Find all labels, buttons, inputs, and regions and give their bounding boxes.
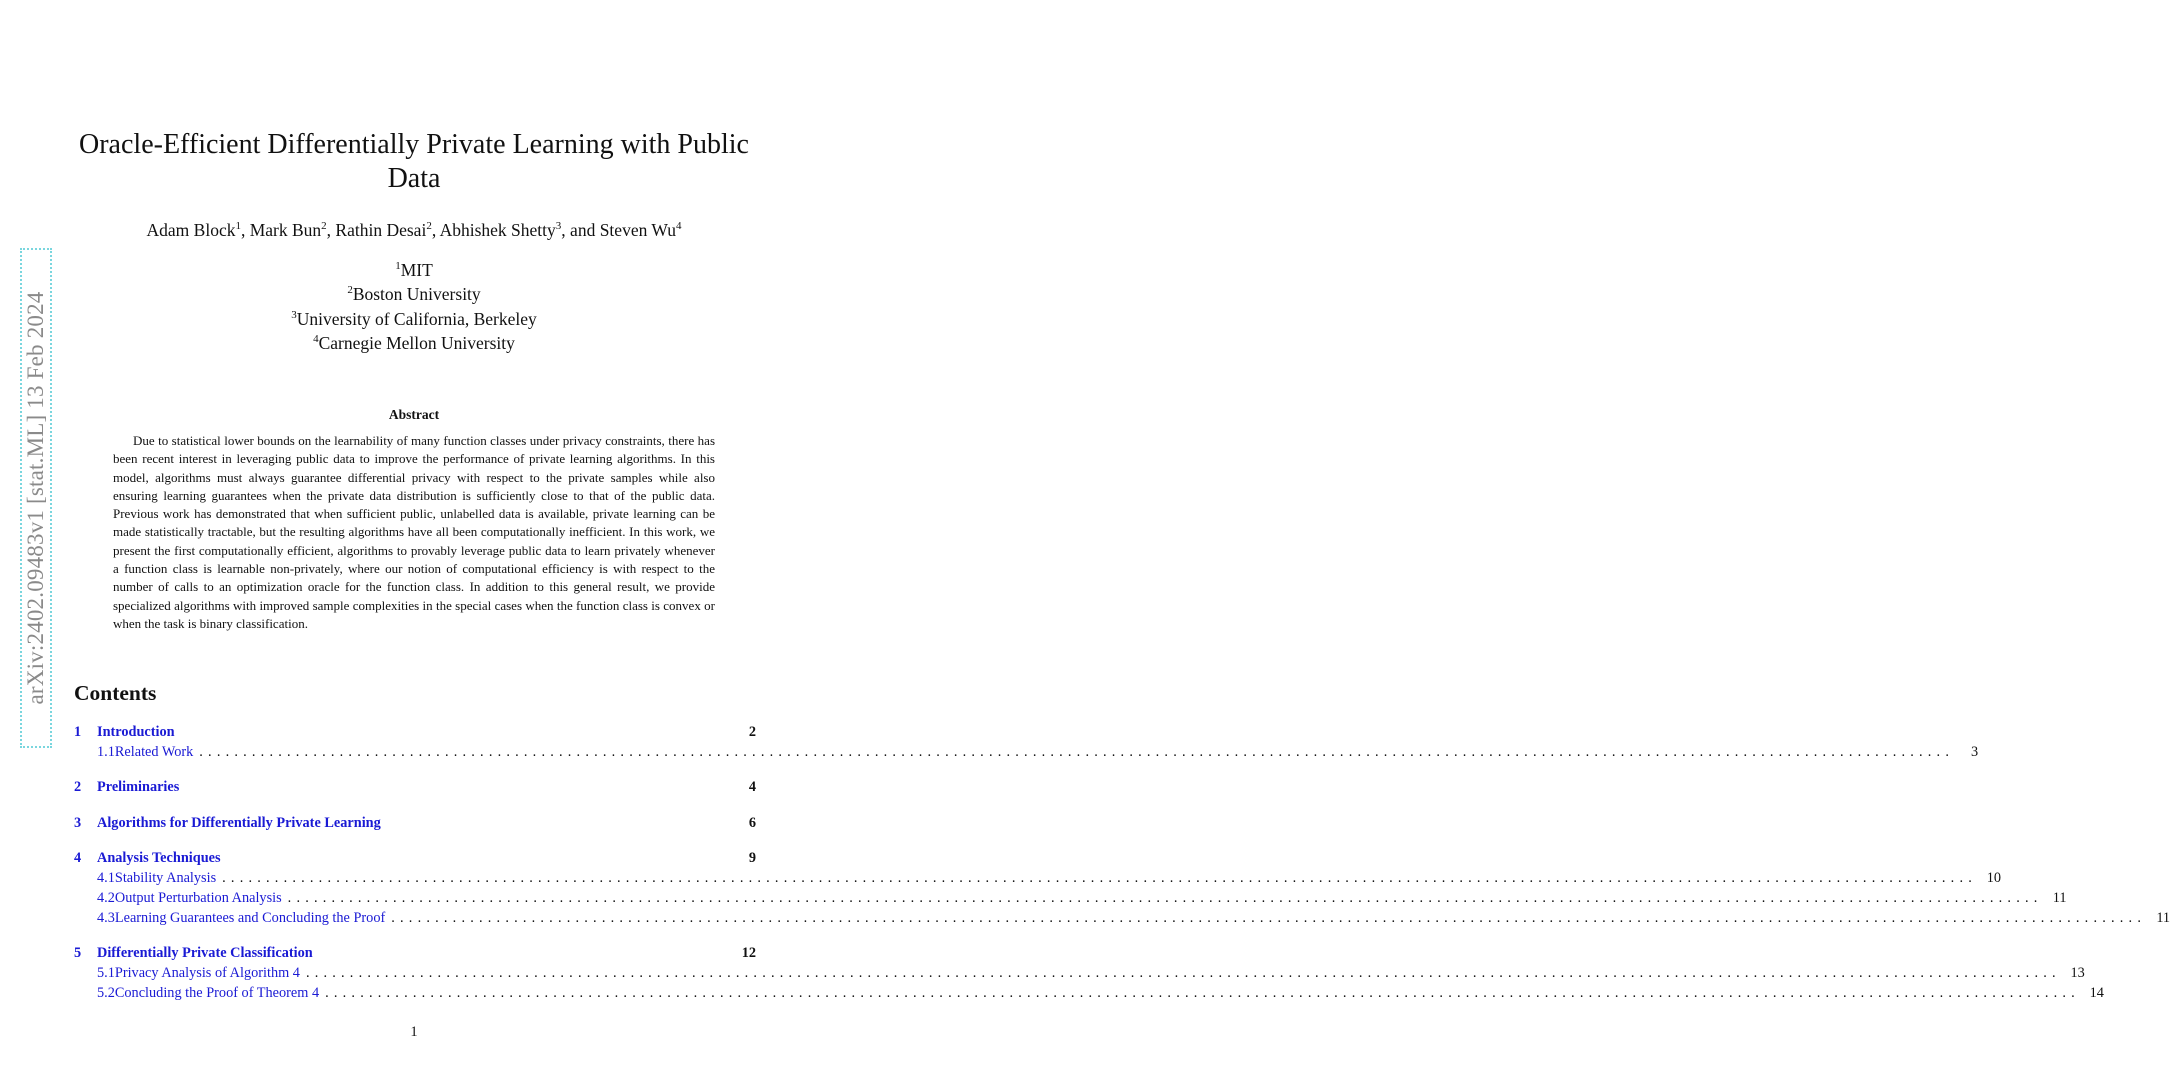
toc-entry-page: 11: [2156, 910, 2170, 926]
toc-leader-dots: ........................................................................................................................................................................................................: [287, 890, 2043, 906]
author-affiliation-mark: 4: [675, 220, 682, 233]
toc-section-entry[interactable]: [74, 815, 756, 835]
toc-entry-page: 12: [741, 945, 756, 961]
toc-leader-dots: ........................................................................................................................................................................................................: [222, 870, 1977, 886]
affiliation-list: [60, 258, 768, 355]
affiliation-line: [60, 307, 768, 331]
toc-subsection-entry[interactable]: [74, 985, 2104, 1005]
author-name: Abhishek Shetty: [439, 220, 556, 240]
toc-entry-page: 11: [2052, 890, 2067, 906]
toc-leader-dots: ........................................................................................................................................................................................................: [305, 965, 2061, 981]
toc-entry-page: 13: [2070, 965, 2085, 981]
affiliation-mark: 4: [313, 333, 319, 346]
toc-entry-number: 1.1: [97, 744, 115, 760]
toc-entry-page: 10: [1986, 870, 2001, 886]
toc-subsection-entry[interactable]: [74, 965, 2085, 985]
affiliation-mark: 1: [395, 260, 401, 273]
abstract-heading: Abstract: [388, 407, 440, 422]
affiliation-line: [60, 258, 768, 282]
toc-entry-number: 1: [74, 724, 82, 740]
toc-section-entry[interactable]: [74, 945, 756, 965]
affiliation-name: University of California, Berkeley: [296, 308, 537, 329]
author-separator: ,: [240, 220, 250, 240]
toc-entry-number: 3: [74, 815, 82, 831]
abstract-text: Due to statistical lower bounds on the learnability of many function classes under privacy constraints, there has been recent interest in leveraging public data to improve the performance of private learning algorithms. In this model, algorithms must always guarantee differential privacy with respect to the private samples while also ensuring learning guarantees when the private data distribution is sufficiently close to that of the public data. Previous work has demonstrated that when sufficient public, unlabelled data is available, private learning can be made statistically tractable, but the resulting algorithms have all been computationally inefficient. In this work, we present the first computationally efficient, algorithms to provably leverage public data to learn privately whenever a function class is learnable non-privately, where our notion of computational efficiency is with respect to the number of calls to an optimization oracle for the function class. In addition to this general result, we provide specialized algorithms with improved sample complexities in the special cases when the function class is convex or when the task is binary classification.: [113, 433, 715, 631]
toc-subsection-entry[interactable]: [74, 744, 1979, 764]
toc-section-entry[interactable]: [74, 779, 756, 799]
author-affiliation-mark: 2: [426, 220, 432, 233]
paper-title: Oracle-Efficient Differentially Private Learning with Public Data: [79, 129, 749, 194]
toc-leader-dots: ........................................................................................................................................................................................................: [199, 744, 1955, 760]
author-separator: , and: [561, 220, 600, 240]
toc-entry-link[interactable]: Learning Guarantees and Concluding the Proof: [114, 910, 386, 926]
toc-entry-page: 14: [2089, 985, 2104, 1001]
toc-entry-link[interactable]: Related Work: [114, 744, 194, 760]
toc-entry-number: 5.1: [97, 965, 115, 981]
toc-entry-link[interactable]: Stability Analysis: [114, 870, 217, 886]
author-list: [60, 220, 768, 241]
toc-entry-number: 4.2: [97, 890, 115, 906]
toc-leader-dots: ........................................................................................................................................................................................................: [325, 985, 2080, 1001]
toc-entry-number: 5: [74, 945, 82, 961]
author-separator: ,: [431, 220, 440, 240]
toc-leader-dots: ........................................................................................................................................................................................................: [391, 910, 2147, 926]
toc-entry-link[interactable]: Analysis Techniques: [97, 850, 221, 866]
affiliation-name: MIT: [400, 260, 433, 280]
toc-subsection-entry[interactable]: [74, 910, 2170, 930]
affiliation-mark: 3: [291, 308, 297, 321]
arxiv-identifier-stamp: [20, 248, 52, 748]
toc-entry-page: 4: [748, 779, 756, 795]
toc-entry-link[interactable]: Differentially Private Classification: [97, 945, 313, 961]
author-name: Steven Wu: [599, 220, 676, 240]
toc-entry-number: 4.1: [97, 870, 115, 886]
toc-entry-number: 2: [74, 779, 82, 795]
toc-entry-link[interactable]: Preliminaries: [97, 779, 180, 795]
toc-section-entry[interactable]: [74, 850, 756, 870]
author-name: Rathin Desai: [335, 220, 427, 240]
toc-entry-link[interactable]: Privacy Analysis of Algorithm 4: [114, 965, 300, 981]
affiliation-mark: 2: [347, 284, 353, 297]
toc-subsection-entry[interactable]: [74, 870, 2001, 890]
toc-entry-link[interactable]: Concluding the Proof of Theorem 4: [114, 985, 320, 1001]
author-affiliation-mark: 2: [321, 220, 327, 233]
toc-subsection-entry[interactable]: [74, 890, 2067, 910]
toc-entry-link[interactable]: Introduction: [97, 724, 175, 740]
author-name: Adam Block: [146, 220, 236, 240]
affiliation-name: Boston University: [352, 284, 481, 305]
author-separator: ,: [326, 220, 336, 240]
contents-heading: Contents: [74, 681, 157, 705]
toc-entry-number: 5.2: [97, 985, 115, 1001]
toc-entry-link[interactable]: Algorithms for Differentially Private Learning: [97, 815, 381, 831]
toc-entry-number: 4.3: [97, 910, 115, 926]
toc-entry-page: 9: [748, 850, 756, 866]
author-affiliation-mark: 3: [555, 220, 562, 233]
toc-section-entry[interactable]: [74, 724, 756, 744]
affiliation-line: [60, 282, 768, 306]
toc-entry-page: 6: [748, 815, 756, 831]
toc-entry-link[interactable]: Output Perturbation Analysis: [114, 890, 282, 906]
arxiv-identifier-text: arXiv:2402.09483v1 [stat.ML] 13 Feb 2024: [23, 291, 48, 705]
affiliation-line: [60, 331, 768, 355]
author-name: Mark Bun: [249, 220, 322, 240]
toc-entry-number: 4: [74, 850, 82, 866]
toc-entry-page: 2: [748, 724, 756, 740]
toc-entry-page: 3: [1970, 744, 1979, 760]
author-affiliation-mark: 1: [235, 220, 241, 233]
affiliation-name: Carnegie Mellon University: [318, 332, 515, 353]
page-number: 1: [410, 1024, 418, 1040]
